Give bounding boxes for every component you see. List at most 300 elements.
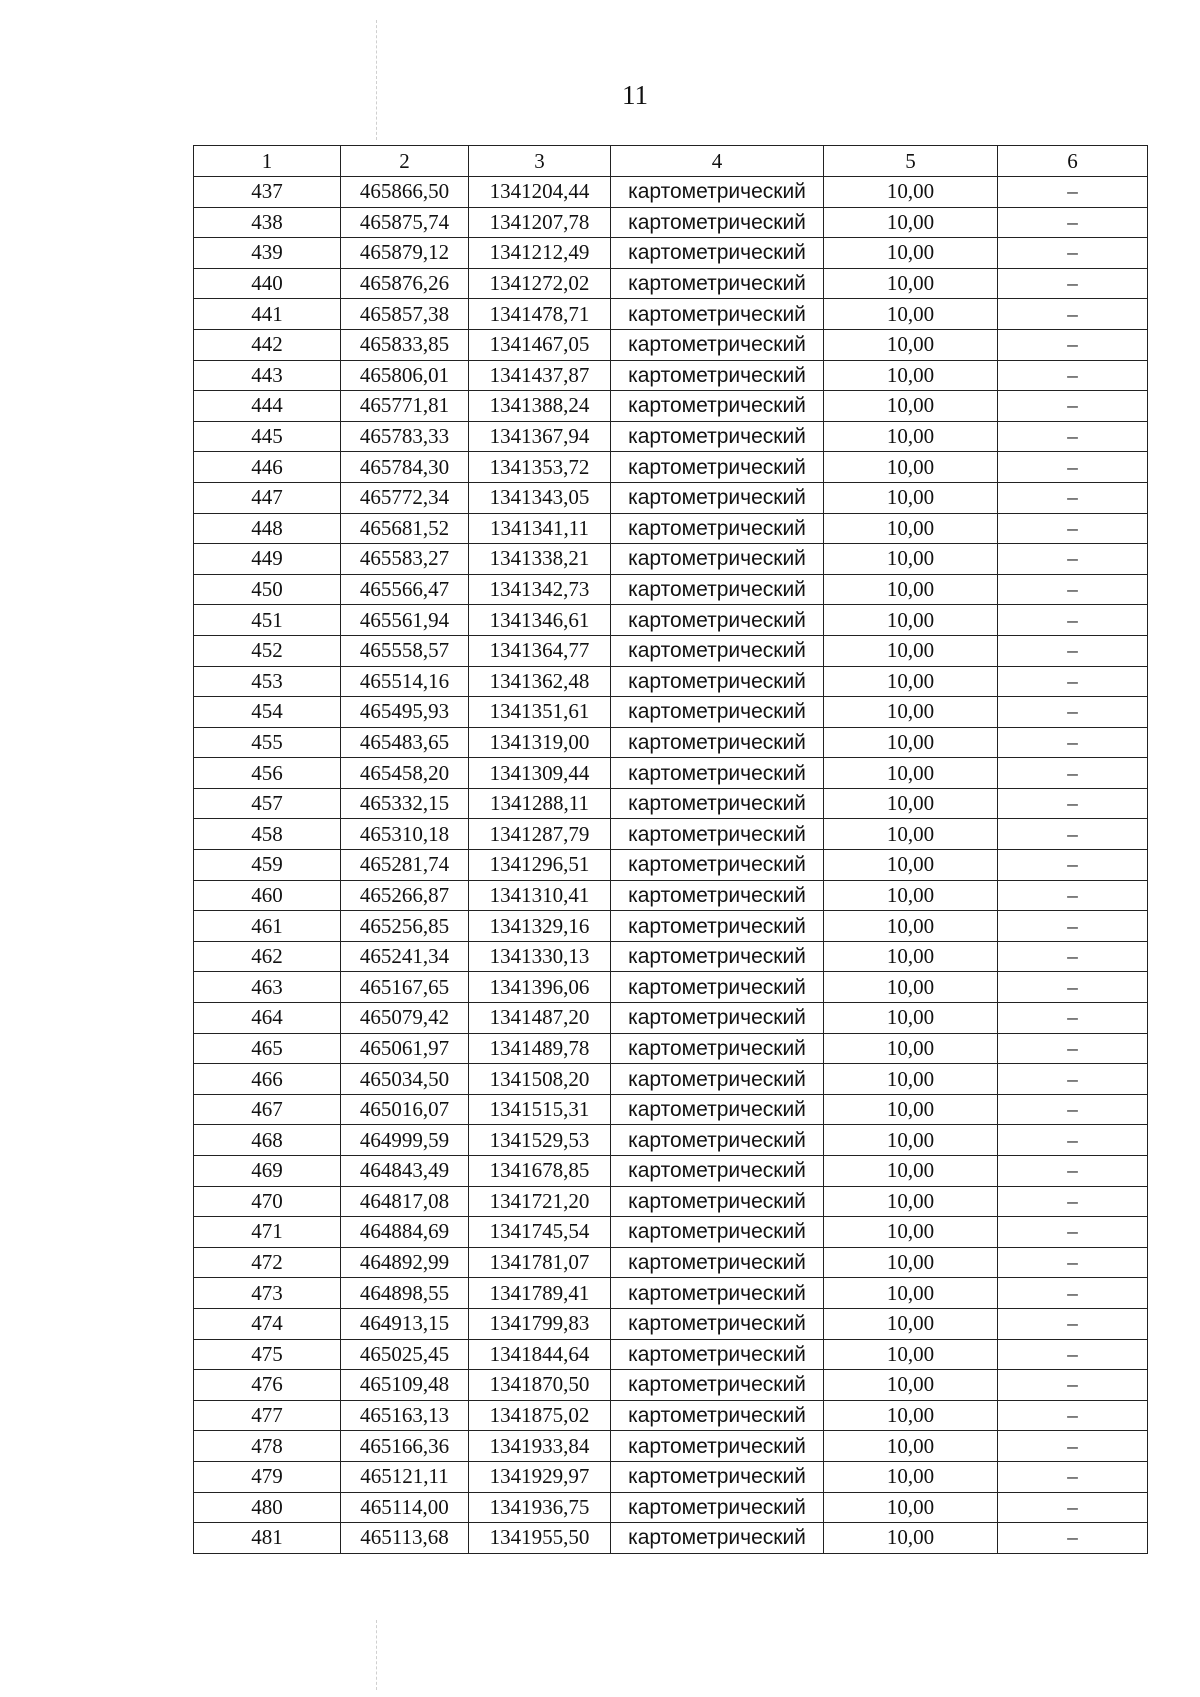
accuracy-cell: 10,00 xyxy=(824,329,998,360)
y-coordinate-cell: 1341272,02 xyxy=(469,268,611,299)
point-number-cell: 468 xyxy=(194,1125,341,1156)
x-coordinate-cell: 465163,13 xyxy=(341,1400,469,1431)
accuracy-cell: 10,00 xyxy=(824,666,998,697)
x-coordinate-cell: 465583,27 xyxy=(341,544,469,575)
accuracy-cell: 10,00 xyxy=(824,299,998,330)
y-coordinate-cell: 1341781,07 xyxy=(469,1247,611,1278)
note-cell: – xyxy=(998,727,1148,758)
accuracy-cell: 10,00 xyxy=(824,1217,998,1248)
point-number-cell: 451 xyxy=(194,605,341,636)
table-row xyxy=(194,391,1148,422)
method-cell: картометрический xyxy=(611,666,824,697)
point-number-cell: 449 xyxy=(194,544,341,575)
method-cell: картометрический xyxy=(611,452,824,483)
y-coordinate-cell: 1341789,41 xyxy=(469,1278,611,1309)
accuracy-cell: 10,00 xyxy=(824,1156,998,1187)
accuracy-cell: 10,00 xyxy=(824,911,998,942)
accuracy-cell: 10,00 xyxy=(824,880,998,911)
method-cell: картометрический xyxy=(611,1431,824,1462)
accuracy-cell: 10,00 xyxy=(824,1186,998,1217)
point-number-cell: 447 xyxy=(194,482,341,513)
x-coordinate-cell: 465558,57 xyxy=(341,635,469,666)
y-coordinate-cell: 1341508,20 xyxy=(469,1064,611,1095)
y-coordinate-cell: 1341367,94 xyxy=(469,421,611,452)
x-coordinate-cell: 465061,97 xyxy=(341,1033,469,1064)
x-coordinate-cell: 465114,00 xyxy=(341,1492,469,1523)
table-row xyxy=(194,1247,1148,1278)
table-row xyxy=(194,1064,1148,1095)
accuracy-cell: 10,00 xyxy=(824,360,998,391)
point-number-cell: 479 xyxy=(194,1461,341,1492)
method-cell: картометрический xyxy=(611,1186,824,1217)
note-cell: – xyxy=(998,360,1148,391)
note-cell: – xyxy=(998,1217,1148,1248)
point-number-cell: 459 xyxy=(194,850,341,881)
note-cell: – xyxy=(998,1094,1148,1125)
method-cell: картометрический xyxy=(611,697,824,728)
note-cell: – xyxy=(998,635,1148,666)
method-cell: картометрический xyxy=(611,605,824,636)
x-coordinate-cell: 465025,45 xyxy=(341,1339,469,1370)
note-cell: – xyxy=(998,1492,1148,1523)
method-cell: картометрический xyxy=(611,391,824,422)
column-header: 6 xyxy=(998,146,1148,177)
table-row xyxy=(194,421,1148,452)
point-number-cell: 461 xyxy=(194,911,341,942)
table-row xyxy=(194,1461,1148,1492)
method-cell: картометрический xyxy=(611,635,824,666)
y-coordinate-cell: 1341207,78 xyxy=(469,207,611,238)
accuracy-cell: 10,00 xyxy=(824,1492,998,1523)
table-row xyxy=(194,1094,1148,1125)
accuracy-cell: 10,00 xyxy=(824,819,998,850)
x-coordinate-cell: 464817,08 xyxy=(341,1186,469,1217)
note-cell: – xyxy=(998,1064,1148,1095)
y-coordinate-cell: 1341870,50 xyxy=(469,1370,611,1401)
note-cell: – xyxy=(998,605,1148,636)
accuracy-cell: 10,00 xyxy=(824,1339,998,1370)
y-coordinate-cell: 1341362,48 xyxy=(469,666,611,697)
x-coordinate-cell: 465332,15 xyxy=(341,788,469,819)
scan-fold-line-bottom xyxy=(376,1620,377,1690)
point-number-cell: 476 xyxy=(194,1370,341,1401)
method-cell: картометрический xyxy=(611,1461,824,1492)
note-cell: – xyxy=(998,1003,1148,1034)
note-cell: – xyxy=(998,880,1148,911)
note-cell: – xyxy=(998,972,1148,1003)
method-cell: картометрический xyxy=(611,177,824,208)
table-row xyxy=(194,1186,1148,1217)
note-cell: – xyxy=(998,1370,1148,1401)
accuracy-cell: 10,00 xyxy=(824,544,998,575)
note-cell: – xyxy=(998,177,1148,208)
x-coordinate-cell: 465079,42 xyxy=(341,1003,469,1034)
y-coordinate-cell: 1341467,05 xyxy=(469,329,611,360)
note-cell: – xyxy=(998,299,1148,330)
y-coordinate-cell: 1341346,61 xyxy=(469,605,611,636)
accuracy-cell: 10,00 xyxy=(824,727,998,758)
method-cell: картометрический xyxy=(611,1308,824,1339)
point-number-cell: 457 xyxy=(194,788,341,819)
note-cell: – xyxy=(998,911,1148,942)
method-cell: картометрический xyxy=(611,360,824,391)
point-number-cell: 450 xyxy=(194,574,341,605)
y-coordinate-cell: 1341338,21 xyxy=(469,544,611,575)
table-row xyxy=(194,574,1148,605)
point-number-cell: 441 xyxy=(194,299,341,330)
note-cell: – xyxy=(998,391,1148,422)
method-cell: картометрический xyxy=(611,1278,824,1309)
accuracy-cell: 10,00 xyxy=(824,391,998,422)
method-cell: картометрический xyxy=(611,1033,824,1064)
point-number-cell: 462 xyxy=(194,941,341,972)
y-coordinate-cell: 1341844,64 xyxy=(469,1339,611,1370)
point-number-cell: 448 xyxy=(194,513,341,544)
table-row xyxy=(194,360,1148,391)
point-number-cell: 464 xyxy=(194,1003,341,1034)
accuracy-cell: 10,00 xyxy=(824,513,998,544)
method-cell: картометрический xyxy=(611,911,824,942)
y-coordinate-cell: 1341529,53 xyxy=(469,1125,611,1156)
x-coordinate-cell: 465266,87 xyxy=(341,880,469,911)
method-cell: картометрический xyxy=(611,1156,824,1187)
x-coordinate-cell: 465833,85 xyxy=(341,329,469,360)
note-cell: – xyxy=(998,574,1148,605)
point-number-cell: 442 xyxy=(194,329,341,360)
accuracy-cell: 10,00 xyxy=(824,635,998,666)
note-cell: – xyxy=(998,1308,1148,1339)
y-coordinate-cell: 1341364,77 xyxy=(469,635,611,666)
x-coordinate-cell: 465566,47 xyxy=(341,574,469,605)
y-coordinate-cell: 1341309,44 xyxy=(469,758,611,789)
x-coordinate-cell: 465771,81 xyxy=(341,391,469,422)
accuracy-cell: 10,00 xyxy=(824,207,998,238)
note-cell: – xyxy=(998,513,1148,544)
point-number-cell: 472 xyxy=(194,1247,341,1278)
note-cell: – xyxy=(998,666,1148,697)
note-cell: – xyxy=(998,1523,1148,1554)
x-coordinate-cell: 465034,50 xyxy=(341,1064,469,1095)
method-cell: картометрический xyxy=(611,299,824,330)
accuracy-cell: 10,00 xyxy=(824,452,998,483)
y-coordinate-cell: 1341319,00 xyxy=(469,727,611,758)
method-cell: картометрический xyxy=(611,758,824,789)
y-coordinate-cell: 1341933,84 xyxy=(469,1431,611,1462)
x-coordinate-cell: 464999,59 xyxy=(341,1125,469,1156)
note-cell: – xyxy=(998,697,1148,728)
table-row xyxy=(194,1431,1148,1462)
table-row xyxy=(194,329,1148,360)
table-row xyxy=(194,1339,1148,1370)
point-number-cell: 455 xyxy=(194,727,341,758)
y-coordinate-cell: 1341388,24 xyxy=(469,391,611,422)
note-cell: – xyxy=(998,1247,1148,1278)
point-number-cell: 474 xyxy=(194,1308,341,1339)
table-row xyxy=(194,544,1148,575)
accuracy-cell: 10,00 xyxy=(824,972,998,1003)
y-coordinate-cell: 1341515,31 xyxy=(469,1094,611,1125)
method-cell: картометрический xyxy=(611,1217,824,1248)
note-cell: – xyxy=(998,1461,1148,1492)
x-coordinate-cell: 464898,55 xyxy=(341,1278,469,1309)
table-row xyxy=(194,727,1148,758)
method-cell: картометрический xyxy=(611,1339,824,1370)
column-header: 1 xyxy=(194,146,341,177)
method-cell: картометрический xyxy=(611,421,824,452)
table-row xyxy=(194,268,1148,299)
x-coordinate-cell: 465256,85 xyxy=(341,911,469,942)
table-row xyxy=(194,1308,1148,1339)
table-row xyxy=(194,1492,1148,1523)
coordinates-table xyxy=(193,145,1148,1554)
point-number-cell: 437 xyxy=(194,177,341,208)
point-number-cell: 466 xyxy=(194,1064,341,1095)
accuracy-cell: 10,00 xyxy=(824,268,998,299)
x-coordinate-cell: 465784,30 xyxy=(341,452,469,483)
point-number-cell: 481 xyxy=(194,1523,341,1554)
table-row xyxy=(194,1370,1148,1401)
note-cell: – xyxy=(998,1156,1148,1187)
method-cell: картометрический xyxy=(611,880,824,911)
method-cell: картометрический xyxy=(611,329,824,360)
y-coordinate-cell: 1341487,20 xyxy=(469,1003,611,1034)
point-number-cell: 439 xyxy=(194,238,341,269)
x-coordinate-cell: 465681,52 xyxy=(341,513,469,544)
method-cell: картометрический xyxy=(611,513,824,544)
column-header: 2 xyxy=(341,146,469,177)
x-coordinate-cell: 465495,93 xyxy=(341,697,469,728)
y-coordinate-cell: 1341721,20 xyxy=(469,1186,611,1217)
point-number-cell: 463 xyxy=(194,972,341,1003)
accuracy-cell: 10,00 xyxy=(824,850,998,881)
method-cell: картометрический xyxy=(611,1370,824,1401)
note-cell: – xyxy=(998,819,1148,850)
note-cell: – xyxy=(998,207,1148,238)
accuracy-cell: 10,00 xyxy=(824,1033,998,1064)
y-coordinate-cell: 1341310,41 xyxy=(469,880,611,911)
x-coordinate-cell: 465783,33 xyxy=(341,421,469,452)
y-coordinate-cell: 1341288,11 xyxy=(469,788,611,819)
note-cell: – xyxy=(998,329,1148,360)
accuracy-cell: 10,00 xyxy=(824,605,998,636)
method-cell: картометрический xyxy=(611,727,824,758)
point-number-cell: 469 xyxy=(194,1156,341,1187)
method-cell: картометрический xyxy=(611,819,824,850)
point-number-cell: 440 xyxy=(194,268,341,299)
y-coordinate-cell: 1341287,79 xyxy=(469,819,611,850)
x-coordinate-cell: 465876,26 xyxy=(341,268,469,299)
x-coordinate-cell: 465879,12 xyxy=(341,238,469,269)
note-cell: – xyxy=(998,1033,1148,1064)
table-row xyxy=(194,880,1148,911)
table-row xyxy=(194,911,1148,942)
table-row xyxy=(194,1217,1148,1248)
table-row xyxy=(194,177,1148,208)
point-number-cell: 467 xyxy=(194,1094,341,1125)
y-coordinate-cell: 1341936,75 xyxy=(469,1492,611,1523)
accuracy-cell: 10,00 xyxy=(824,941,998,972)
table-row xyxy=(194,1278,1148,1309)
accuracy-cell: 10,00 xyxy=(824,758,998,789)
note-cell: – xyxy=(998,1431,1148,1462)
note-cell: – xyxy=(998,850,1148,881)
table-row xyxy=(194,1033,1148,1064)
y-coordinate-cell: 1341396,06 xyxy=(469,972,611,1003)
point-number-cell: 478 xyxy=(194,1431,341,1462)
y-coordinate-cell: 1341342,73 xyxy=(469,574,611,605)
note-cell: – xyxy=(998,788,1148,819)
x-coordinate-cell: 465109,48 xyxy=(341,1370,469,1401)
accuracy-cell: 10,00 xyxy=(824,1370,998,1401)
method-cell: картометрический xyxy=(611,1125,824,1156)
point-number-cell: 477 xyxy=(194,1400,341,1431)
column-header: 3 xyxy=(469,146,611,177)
y-coordinate-cell: 1341799,83 xyxy=(469,1308,611,1339)
accuracy-cell: 10,00 xyxy=(824,788,998,819)
accuracy-cell: 10,00 xyxy=(824,1094,998,1125)
table-row xyxy=(194,635,1148,666)
y-coordinate-cell: 1341929,97 xyxy=(469,1461,611,1492)
table-row xyxy=(194,452,1148,483)
table-row xyxy=(194,788,1148,819)
point-number-cell: 445 xyxy=(194,421,341,452)
accuracy-cell: 10,00 xyxy=(824,1400,998,1431)
y-coordinate-cell: 1341343,05 xyxy=(469,482,611,513)
x-coordinate-cell: 465561,94 xyxy=(341,605,469,636)
y-coordinate-cell: 1341437,87 xyxy=(469,360,611,391)
accuracy-cell: 10,00 xyxy=(824,1308,998,1339)
method-cell: картометрический xyxy=(611,1523,824,1554)
table-row xyxy=(194,819,1148,850)
method-cell: картометрический xyxy=(611,1400,824,1431)
y-coordinate-cell: 1341204,44 xyxy=(469,177,611,208)
table-row xyxy=(194,207,1148,238)
method-cell: картометрический xyxy=(611,850,824,881)
y-coordinate-cell: 1341212,49 xyxy=(469,238,611,269)
note-cell: – xyxy=(998,1186,1148,1217)
accuracy-cell: 10,00 xyxy=(824,574,998,605)
x-coordinate-cell: 465167,65 xyxy=(341,972,469,1003)
point-number-cell: 456 xyxy=(194,758,341,789)
accuracy-cell: 10,00 xyxy=(824,482,998,513)
column-header: 5 xyxy=(824,146,998,177)
y-coordinate-cell: 1341745,54 xyxy=(469,1217,611,1248)
x-coordinate-cell: 465281,74 xyxy=(341,850,469,881)
y-coordinate-cell: 1341353,72 xyxy=(469,452,611,483)
y-coordinate-cell: 1341351,61 xyxy=(469,697,611,728)
note-cell: – xyxy=(998,268,1148,299)
method-cell: картометрический xyxy=(611,1094,824,1125)
y-coordinate-cell: 1341875,02 xyxy=(469,1400,611,1431)
point-number-cell: 443 xyxy=(194,360,341,391)
method-cell: картометрический xyxy=(611,1003,824,1034)
note-cell: – xyxy=(998,1400,1148,1431)
accuracy-cell: 10,00 xyxy=(824,238,998,269)
y-coordinate-cell: 1341341,11 xyxy=(469,513,611,544)
table-row xyxy=(194,666,1148,697)
table-row xyxy=(194,697,1148,728)
table-row xyxy=(194,1156,1148,1187)
accuracy-cell: 10,00 xyxy=(824,1461,998,1492)
x-coordinate-cell: 465113,68 xyxy=(341,1523,469,1554)
table-body xyxy=(194,177,1148,1554)
point-number-cell: 452 xyxy=(194,635,341,666)
point-number-cell: 471 xyxy=(194,1217,341,1248)
x-coordinate-cell: 465016,07 xyxy=(341,1094,469,1125)
method-cell: картометрический xyxy=(611,207,824,238)
accuracy-cell: 10,00 xyxy=(824,1064,998,1095)
point-number-cell: 446 xyxy=(194,452,341,483)
note-cell: – xyxy=(998,941,1148,972)
note-cell: – xyxy=(998,1125,1148,1156)
method-cell: картометрический xyxy=(611,238,824,269)
point-number-cell: 475 xyxy=(194,1339,341,1370)
table-row xyxy=(194,1125,1148,1156)
method-cell: картометрический xyxy=(611,972,824,1003)
note-cell: – xyxy=(998,1339,1148,1370)
point-number-cell: 460 xyxy=(194,880,341,911)
x-coordinate-cell: 465166,36 xyxy=(341,1431,469,1462)
x-coordinate-cell: 465866,50 xyxy=(341,177,469,208)
point-number-cell: 480 xyxy=(194,1492,341,1523)
note-cell: – xyxy=(998,452,1148,483)
table-row xyxy=(194,513,1148,544)
table-row xyxy=(194,850,1148,881)
accuracy-cell: 10,00 xyxy=(824,697,998,728)
y-coordinate-cell: 1341296,51 xyxy=(469,850,611,881)
note-cell: – xyxy=(998,421,1148,452)
table-row xyxy=(194,299,1148,330)
table-row xyxy=(194,482,1148,513)
table-row xyxy=(194,605,1148,636)
note-cell: – xyxy=(998,1278,1148,1309)
y-coordinate-cell: 1341489,78 xyxy=(469,1033,611,1064)
y-coordinate-cell: 1341330,13 xyxy=(469,941,611,972)
x-coordinate-cell: 465241,34 xyxy=(341,941,469,972)
point-number-cell: 465 xyxy=(194,1033,341,1064)
x-coordinate-cell: 465310,18 xyxy=(341,819,469,850)
point-number-cell: 454 xyxy=(194,697,341,728)
method-cell: картометрический xyxy=(611,941,824,972)
y-coordinate-cell: 1341955,50 xyxy=(469,1523,611,1554)
y-coordinate-cell: 1341329,16 xyxy=(469,911,611,942)
note-cell: – xyxy=(998,482,1148,513)
page-number: 11 xyxy=(622,80,648,110)
method-cell: картометрический xyxy=(611,574,824,605)
accuracy-cell: 10,00 xyxy=(824,1523,998,1554)
x-coordinate-cell: 464884,69 xyxy=(341,1217,469,1248)
point-number-cell: 444 xyxy=(194,391,341,422)
method-cell: картометрический xyxy=(611,1064,824,1095)
table-row xyxy=(194,758,1148,789)
note-cell: – xyxy=(998,758,1148,789)
method-cell: картометрический xyxy=(611,482,824,513)
method-cell: картометрический xyxy=(611,268,824,299)
x-coordinate-cell: 465875,74 xyxy=(341,207,469,238)
table-row xyxy=(194,238,1148,269)
accuracy-cell: 10,00 xyxy=(824,421,998,452)
accuracy-cell: 10,00 xyxy=(824,1431,998,1462)
x-coordinate-cell: 465857,38 xyxy=(341,299,469,330)
x-coordinate-cell: 464913,15 xyxy=(341,1308,469,1339)
method-cell: картометрический xyxy=(611,1492,824,1523)
method-cell: картометрический xyxy=(611,788,824,819)
table-row xyxy=(194,1523,1148,1554)
x-coordinate-cell: 465458,20 xyxy=(341,758,469,789)
table-row xyxy=(194,1003,1148,1034)
x-coordinate-cell: 465772,34 xyxy=(341,482,469,513)
point-number-cell: 470 xyxy=(194,1186,341,1217)
